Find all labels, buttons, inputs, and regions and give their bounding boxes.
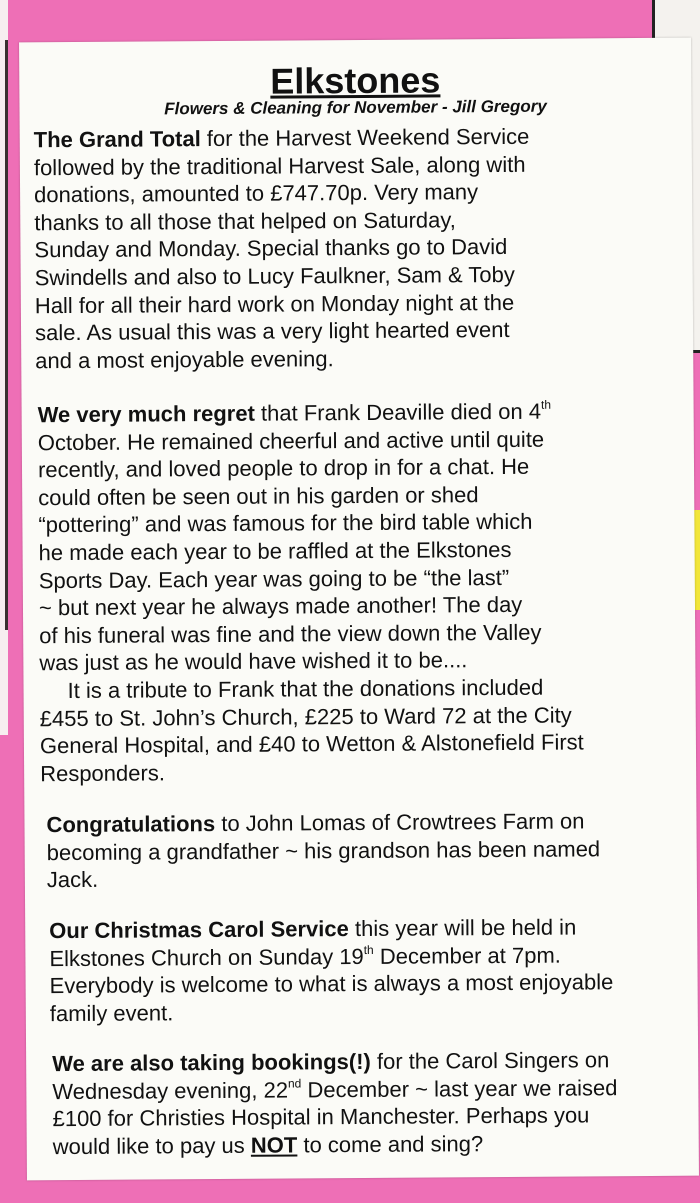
- article-subtitle: Flowers & Cleaning for November - Jill Gregory: [164, 96, 547, 119]
- emphasis-not: NOT: [250, 1132, 298, 1158]
- paragraph-carol-service: Our Christmas Carol Service this year will be held in Elkstones Church on Sunday 19th December at 7pm. Everybody is welcome to what is always a most enjoyable family event.: [49, 914, 614, 1026]
- paragraph-harvest: The Grand Total for the Harvest Weekend Service followed by the traditional Harvest Sale, along with donations, amounted to £747.70p. Very many thanks to all those that helped on Saturday, Sunday and Monday. Special thanks go to David Swindells and also to Lucy Faulkner, Sam & Toby Hall for all their hard work on Monday night at the sale. As usual this was a very light hearted event and a most enjoyable evening.: [33, 123, 530, 374]
- article-title: Elkstones: [270, 59, 441, 102]
- lead-grand-total: The Grand Total: [33, 126, 201, 153]
- newsletter-article: [19, 38, 699, 1181]
- lead-carol-service: Our Christmas Carol Service: [49, 916, 349, 944]
- paragraph-congratulations: Congratulations to John Lomas of Crowtrees Farm on becoming a grandfather ~ his grandson has been named Jack.: [46, 808, 601, 893]
- lead-congratulations: Congratulations: [46, 811, 216, 838]
- lead-bookings: We are also taking bookings(!): [52, 1048, 371, 1077]
- paragraph-obituary: We very much regret that Frank Deaville died on 4th October. He remained cheerful and active until quite recently, and loved people to drop in for a chat. He could often be seen out in his garden or shed “pottering” and was famous for the bird table which he made each year to be raffled at the Elkstones Sports Day. Each year was going to be “the last” ~ but next year he always made another! The day of his funeral was fine and the view down the Valley was just as he would have wished it to be.... It is a tribute to Frank that the donations included £455 to St. John’s Church, £225 to Ward 72 at the City General Hospital, and £40 to Wetton & Alstonefield First Responders.: [37, 397, 584, 786]
- paragraph-carol-singers: We are also taking bookings(!) for the Carol Singers on Wednesday evening, 22nd December ~ last year we raised £100 for Christies Hospital in Manchester. Perhaps you would like to pay us NOT to come and sing?: [52, 1047, 618, 1159]
- background-border-line: [5, 40, 8, 630]
- lead-regret: We very much regret: [37, 400, 255, 428]
